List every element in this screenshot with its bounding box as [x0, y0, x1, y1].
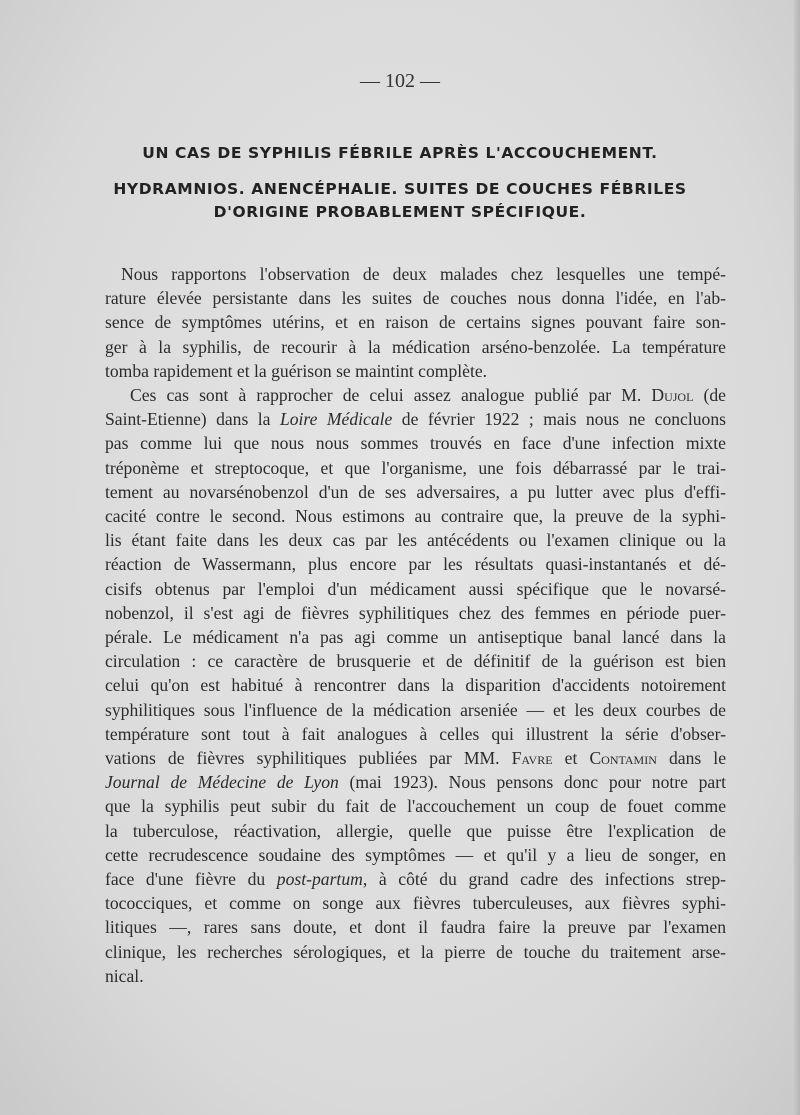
article-subtitle-line-2: D'ORIGINE PROBABLEMENT SPÉCIFIQUE. [213, 203, 587, 221]
text-line: rature élevée persistante dans les suites de couches nous donna l'idée, en l'ab- [105, 288, 726, 309]
text-line: vations de fièvres syphilitiques publiées par MM. Favre et Contamin dans le [105, 748, 726, 769]
text-line: circulation : ce caractère de brusquerie et de définitif de la guérison est bien [105, 651, 726, 672]
text-line: ger à la syphilis, de recourir à la médication arséno-benzolée. La température [105, 336, 726, 357]
text-line: que la syphilis peut subir du fait de l'accouchement un coup de fouet comme [105, 796, 726, 817]
text-line: clinique, les recherches sérologiques, et la pierre de touche du traitement arse- [105, 941, 726, 962]
text-line: pérale. Le médicament n'a pas agi comme un antiseptique banal lancé dans la [105, 627, 726, 648]
text-line: Journal de Médecine de Lyon (mai 1923). Nous pensons donc pour notre part [105, 772, 726, 793]
text-line: syphilitiques sous l'influence de la médication arseniée — et les deux courbes de [105, 699, 726, 720]
author-name: Dujol [651, 385, 694, 406]
text-line: sence de symptômes utérins, et en raison de certains signes pouvant faire son- [105, 312, 726, 333]
text-line: réaction de Wassermann, plus encore par les résultats quasi-instantanés et dé- [105, 554, 726, 575]
author-name: Contamin [589, 748, 657, 769]
text-line: tomba rapidement et la guérison se maintint complète. [105, 360, 488, 381]
text-line: Ces cas sont à rapprocher de celui assez analogue publié par M. Dujol (de [130, 385, 726, 406]
text-line: cacité contre le second. Nous estimons au contraire que, la preuve de la syphi- [105, 506, 726, 527]
text-line: Nous rapportons l'observation de deux malades chez lesquelles une tempé- [121, 264, 726, 284]
text-line: tement au novarsénobenzol d'un de ses adversaires, a pu lutter avec plus d'effi- [105, 481, 726, 502]
text-line: nobenzol, il s'est agi de fièvres syphilitiques chez des femmes en période puer- [105, 602, 726, 623]
text-line: pas comme lui que nous nous sommes trouvés en face d'une infection mixte [105, 433, 726, 454]
article-body [105, 262, 726, 988]
text-line: tococciques, et comme on songe aux fièvres tuberculeuses, aux fièvres syphi- [105, 893, 726, 914]
text-line: la tuberculose, réactivation, allergie, quelle que puisse être l'explication de [105, 820, 726, 841]
text-line: celui qu'on est habitué à rencontrer dans la disparition d'accidents notoirement [105, 675, 726, 696]
page-number: — 102 — [360, 70, 440, 92]
journal-title: Journal de Médecine de Lyon [105, 772, 339, 793]
text-line: cisifs obtenus par l'emploi d'un médicament aussi spécifique que le novarsé- [105, 578, 726, 599]
author-name: Favre [511, 748, 553, 769]
journal-title: Loire Médicale [279, 409, 393, 430]
article-subtitle-line-1: HYDRAMNIOS. ANENCÉPHALIE. SUITES DE COUCHES FÉBRILES [113, 180, 687, 198]
text-line: face d'une fièvre du post-partum, à côté du grand cadre des infections strep- [105, 869, 726, 890]
page-edge [794, 0, 800, 1115]
text-line: cette recrudescence soudaine des symptômes — et qu'il y a lieu de songer, en [105, 844, 726, 865]
text-line: Saint-Etienne) dans la Loire Médicale de février 1922 ; mais nous ne concluons [105, 409, 726, 430]
text-line: litiques —, rares sans doute, et dont il faudra faire la preuve par l'examen [105, 917, 726, 938]
paragraph-1 [105, 262, 726, 383]
text-line: lis étant faite dans les deux cas par les antécédents ou l'examen clinique ou la [105, 530, 726, 551]
text-line: tréponème et streptocoque, et que l'organisme, une fois débarrassé par le trai- [105, 457, 726, 478]
paragraph-2 [105, 383, 726, 988]
text-line: température sont tout à fait analogues à celles qui illustrent la série d'obser- [105, 723, 726, 744]
latin-term: post-partum [276, 869, 363, 890]
article-title: UN CAS DE SYPHILIS FÉBRILE APRÈS L'ACCOUCHEMENT. [142, 144, 658, 162]
text-line: nical. [105, 965, 144, 986]
